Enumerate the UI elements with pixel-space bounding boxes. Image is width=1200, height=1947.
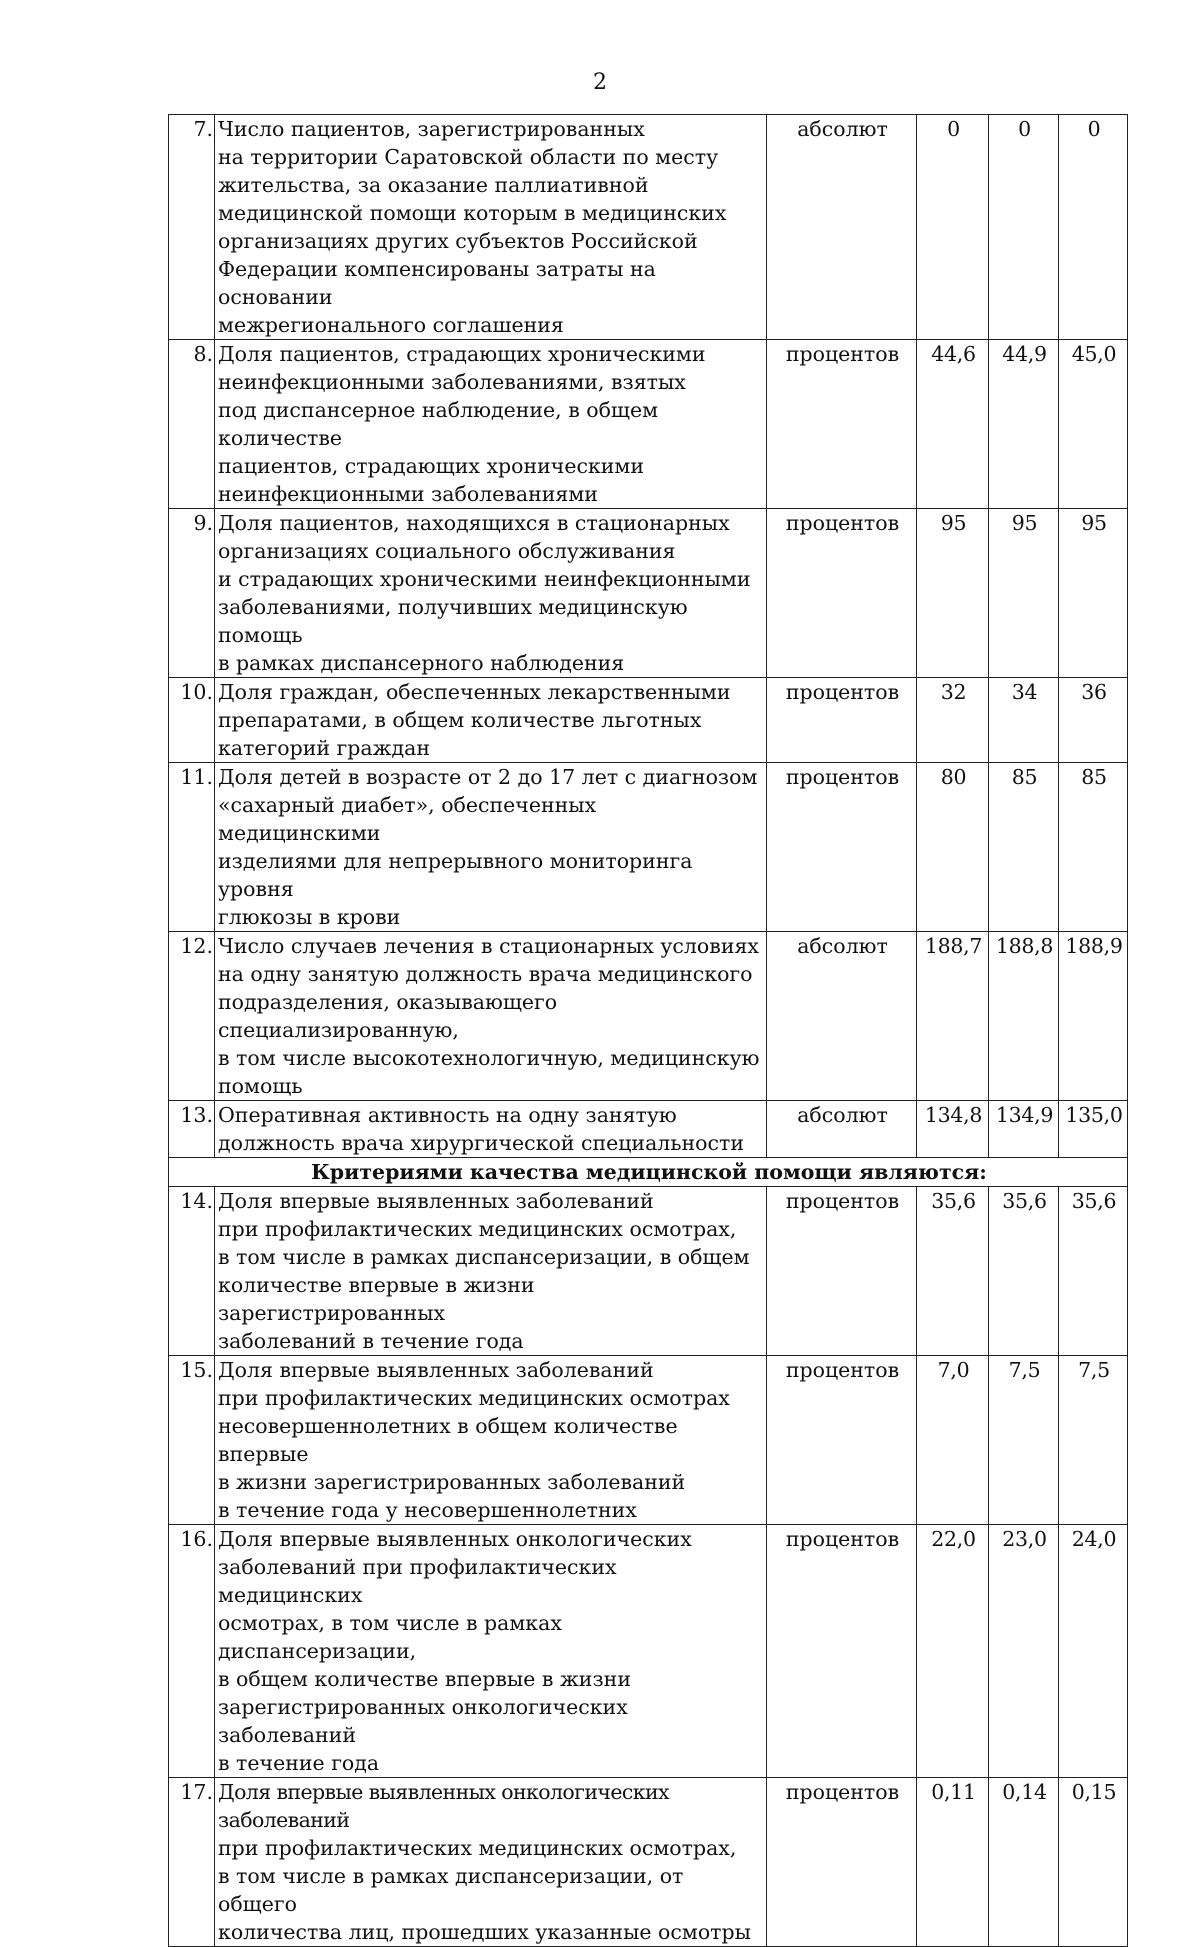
row-description: [215, 1525, 767, 1778]
row-description: [215, 678, 767, 763]
row-value-year-2: 23,0: [989, 1525, 1059, 1778]
row-value-year-1: 44,6: [917, 340, 989, 509]
row-number: 8.: [169, 340, 215, 509]
description-line: несовершеннолетних в общем количестве впервые: [218, 1414, 678, 1466]
table-row: [169, 340, 1128, 509]
description-line: Доля граждан, обеспеченных лекарственными: [218, 680, 731, 704]
description-line: количестве впервые в жизни зарегистрированных: [218, 1273, 535, 1325]
table-row: [169, 1101, 1128, 1158]
description-line: в том числе высокотехнологичную, медицинскую: [218, 1046, 760, 1070]
row-number: 14.: [169, 1187, 215, 1356]
row-value-year-1: 95: [917, 509, 989, 678]
row-unit: процентов: [767, 340, 917, 509]
description-line: Число случаев лечения в стационарных условиях: [218, 934, 759, 958]
row-value-year-1: 35,6: [917, 1187, 989, 1356]
row-unit: процентов: [767, 1356, 917, 1525]
description-line: Доля детей в возрасте от 2 до 17 лет с диагнозом: [218, 765, 758, 789]
row-number: 16.: [169, 1525, 215, 1778]
description-line: количества лиц, прошедших указанные осмотры: [218, 1920, 751, 1944]
table-row: [169, 932, 1128, 1101]
description-line: заболеваний при профилактических медицинских: [218, 1555, 617, 1607]
description-line: пациентов, страдающих хроническими: [218, 454, 645, 478]
description-line: и страдающих хроническими неинфекционными: [218, 567, 751, 591]
description-line: на территории Саратовской области по месту: [218, 145, 719, 169]
description-line: Доля пациентов, страдающих хроническими: [218, 342, 706, 366]
row-unit: процентов: [767, 1187, 917, 1356]
description-line: организациях социального обслуживания: [218, 539, 676, 563]
description-line: при профилактических медицинских осмотрах,: [218, 1217, 737, 1241]
row-value-year-2: 188,8: [989, 932, 1059, 1101]
row-unit: процентов: [767, 763, 917, 932]
row-value-year-3: 45,0: [1059, 340, 1128, 509]
row-value-year-1: 32: [917, 678, 989, 763]
description-line: категорий граждан: [218, 736, 431, 760]
description-line: в том числе в рамках диспансеризации, в общем: [218, 1245, 750, 1269]
description-line: Доля впервые выявленных заболеваний: [218, 1189, 654, 1213]
row-number: 17.: [169, 1778, 215, 1947]
description-line: организациях других субъектов Российской: [218, 229, 698, 253]
description-line: заболеваниями, получивших медицинскую помощь: [218, 595, 688, 647]
row-value-year-2: 0,14: [989, 1778, 1059, 1947]
description-line: под диспансерное наблюдение, в общем количестве: [218, 398, 659, 450]
row-number: 9.: [169, 509, 215, 678]
row-value-year-1: 7,0: [917, 1356, 989, 1525]
description-line: помощь: [218, 1074, 303, 1098]
description-line: зарегистрированных онкологических заболеваний: [218, 1695, 628, 1747]
row-value-year-3: 85: [1059, 763, 1128, 932]
row-value-year-2: 95: [989, 509, 1059, 678]
description-line: изделиями для непрерывного мониторинга уровня: [218, 849, 693, 901]
description-line: в течение года: [218, 1751, 380, 1775]
table-body-after: [169, 1187, 1128, 1947]
description-line: осмотрах, в том числе в рамках диспансеризации,: [218, 1611, 562, 1663]
row-number: 12.: [169, 932, 215, 1101]
row-unit: процентов: [767, 1525, 917, 1778]
description-line: Оперативная активность на одну занятую: [218, 1103, 677, 1127]
table-row: [169, 763, 1128, 932]
table-row: [169, 678, 1128, 763]
description-line: в жизни зарегистрированных заболеваний: [218, 1470, 686, 1494]
row-value-year-3: 0,15: [1059, 1778, 1128, 1947]
row-value-year-2: 34: [989, 678, 1059, 763]
row-number: 15.: [169, 1356, 215, 1525]
row-description: [215, 1187, 767, 1356]
description-line: на одну занятую должность врача медицинского: [218, 962, 753, 986]
row-value-year-2: 0: [989, 115, 1059, 340]
description-line: неинфекционными заболеваниями, взятых: [218, 370, 686, 394]
row-description: [215, 1356, 767, 1525]
description-line: подразделения, оказывающего специализированную,: [218, 990, 558, 1042]
description-line: Доля впервые выявленных онкологических: [218, 1527, 692, 1551]
row-value-year-1: 0: [917, 115, 989, 340]
row-description: [215, 340, 767, 509]
row-value-year-3: 0: [1059, 115, 1128, 340]
description-line: Число пациентов, зарегистрированных: [218, 117, 645, 141]
table-row: [169, 1356, 1128, 1525]
section-header: Критериями качества медицинской помощи являются:: [169, 1158, 1128, 1187]
page-number: 2: [593, 70, 607, 95]
description-line: в общем количестве впервые в жизни: [218, 1667, 631, 1691]
section-header-row: [169, 1158, 1128, 1187]
description-line: в том числе в рамках диспансеризации, от общего: [218, 1864, 684, 1916]
row-number: 13.: [169, 1101, 215, 1158]
row-value-year-3: 7,5: [1059, 1356, 1128, 1525]
section-header-body: [169, 1158, 1128, 1187]
row-value-year-2: 44,9: [989, 340, 1059, 509]
description-line: жительства, за оказание паллиативной: [218, 173, 649, 197]
description-line: при профилактических медицинских осмотрах,: [218, 1836, 737, 1860]
row-value-year-3: 36: [1059, 678, 1128, 763]
table-row: [169, 1187, 1128, 1356]
description-line: медицинской помощи которым в медицинских: [218, 201, 727, 225]
description-line: должность врача хирургической специальности: [218, 1131, 744, 1155]
table-row: [169, 1525, 1128, 1778]
description-line: «сахарный диабет», обеспеченных медицинскими: [218, 793, 597, 845]
description-line: при профилактических медицинских осмотрах: [218, 1386, 730, 1410]
row-value-year-1: 0,11: [917, 1778, 989, 1947]
row-value-year-1: 22,0: [917, 1525, 989, 1778]
row-unit: абсолют: [767, 115, 917, 340]
row-value-year-3: 188,9: [1059, 932, 1128, 1101]
row-value-year-1: 134,8: [917, 1101, 989, 1158]
row-description: [215, 509, 767, 678]
row-unit: процентов: [767, 1778, 917, 1947]
description-line: глюкозы в крови: [218, 905, 401, 929]
description-line: в течение года у несовершеннолетних: [218, 1498, 637, 1522]
row-unit: процентов: [767, 678, 917, 763]
description-line: заболеваний в течение года: [218, 1329, 524, 1353]
description-line: Доля впервые выявленных онкологических заболеваний: [218, 1780, 669, 1832]
description-line: в рамках диспансерного наблюдения: [218, 651, 625, 675]
description-line: межрегионального соглашения: [218, 313, 564, 337]
row-number: 7.: [169, 115, 215, 340]
table-row: [169, 509, 1128, 678]
row-unit: абсолют: [767, 1101, 917, 1158]
row-value-year-2: 134,9: [989, 1101, 1059, 1158]
row-number: 11.: [169, 763, 215, 932]
table-row: [169, 1778, 1128, 1947]
row-description: [215, 1778, 767, 1947]
row-value-year-3: 24,0: [1059, 1525, 1128, 1778]
description-line: Федерации компенсированы затраты на основании: [218, 257, 656, 309]
row-value-year-3: 35,6: [1059, 1187, 1128, 1356]
row-value-year-1: 80: [917, 763, 989, 932]
row-description: [215, 932, 767, 1101]
table-row: [169, 115, 1128, 340]
indicators-table: [168, 114, 1128, 1947]
row-value-year-3: 135,0: [1059, 1101, 1128, 1158]
row-unit: процентов: [767, 509, 917, 678]
description-line: Доля пациентов, находящихся в стационарных: [218, 511, 730, 535]
row-description: [215, 1101, 767, 1158]
table-body-before: [169, 115, 1128, 1158]
row-value-year-2: 7,5: [989, 1356, 1059, 1525]
description-line: неинфекционными заболеваниями: [218, 482, 598, 506]
description-line: препаратами, в общем количестве льготных: [218, 708, 702, 732]
row-unit: абсолют: [767, 932, 917, 1101]
row-number: 10.: [169, 678, 215, 763]
row-value-year-2: 85: [989, 763, 1059, 932]
row-description: [215, 763, 767, 932]
row-value-year-2: 35,6: [989, 1187, 1059, 1356]
row-value-year-3: 95: [1059, 509, 1128, 678]
row-description: [215, 115, 767, 340]
description-line: Доля впервые выявленных заболеваний: [218, 1358, 654, 1382]
row-value-year-1: 188,7: [917, 932, 989, 1101]
